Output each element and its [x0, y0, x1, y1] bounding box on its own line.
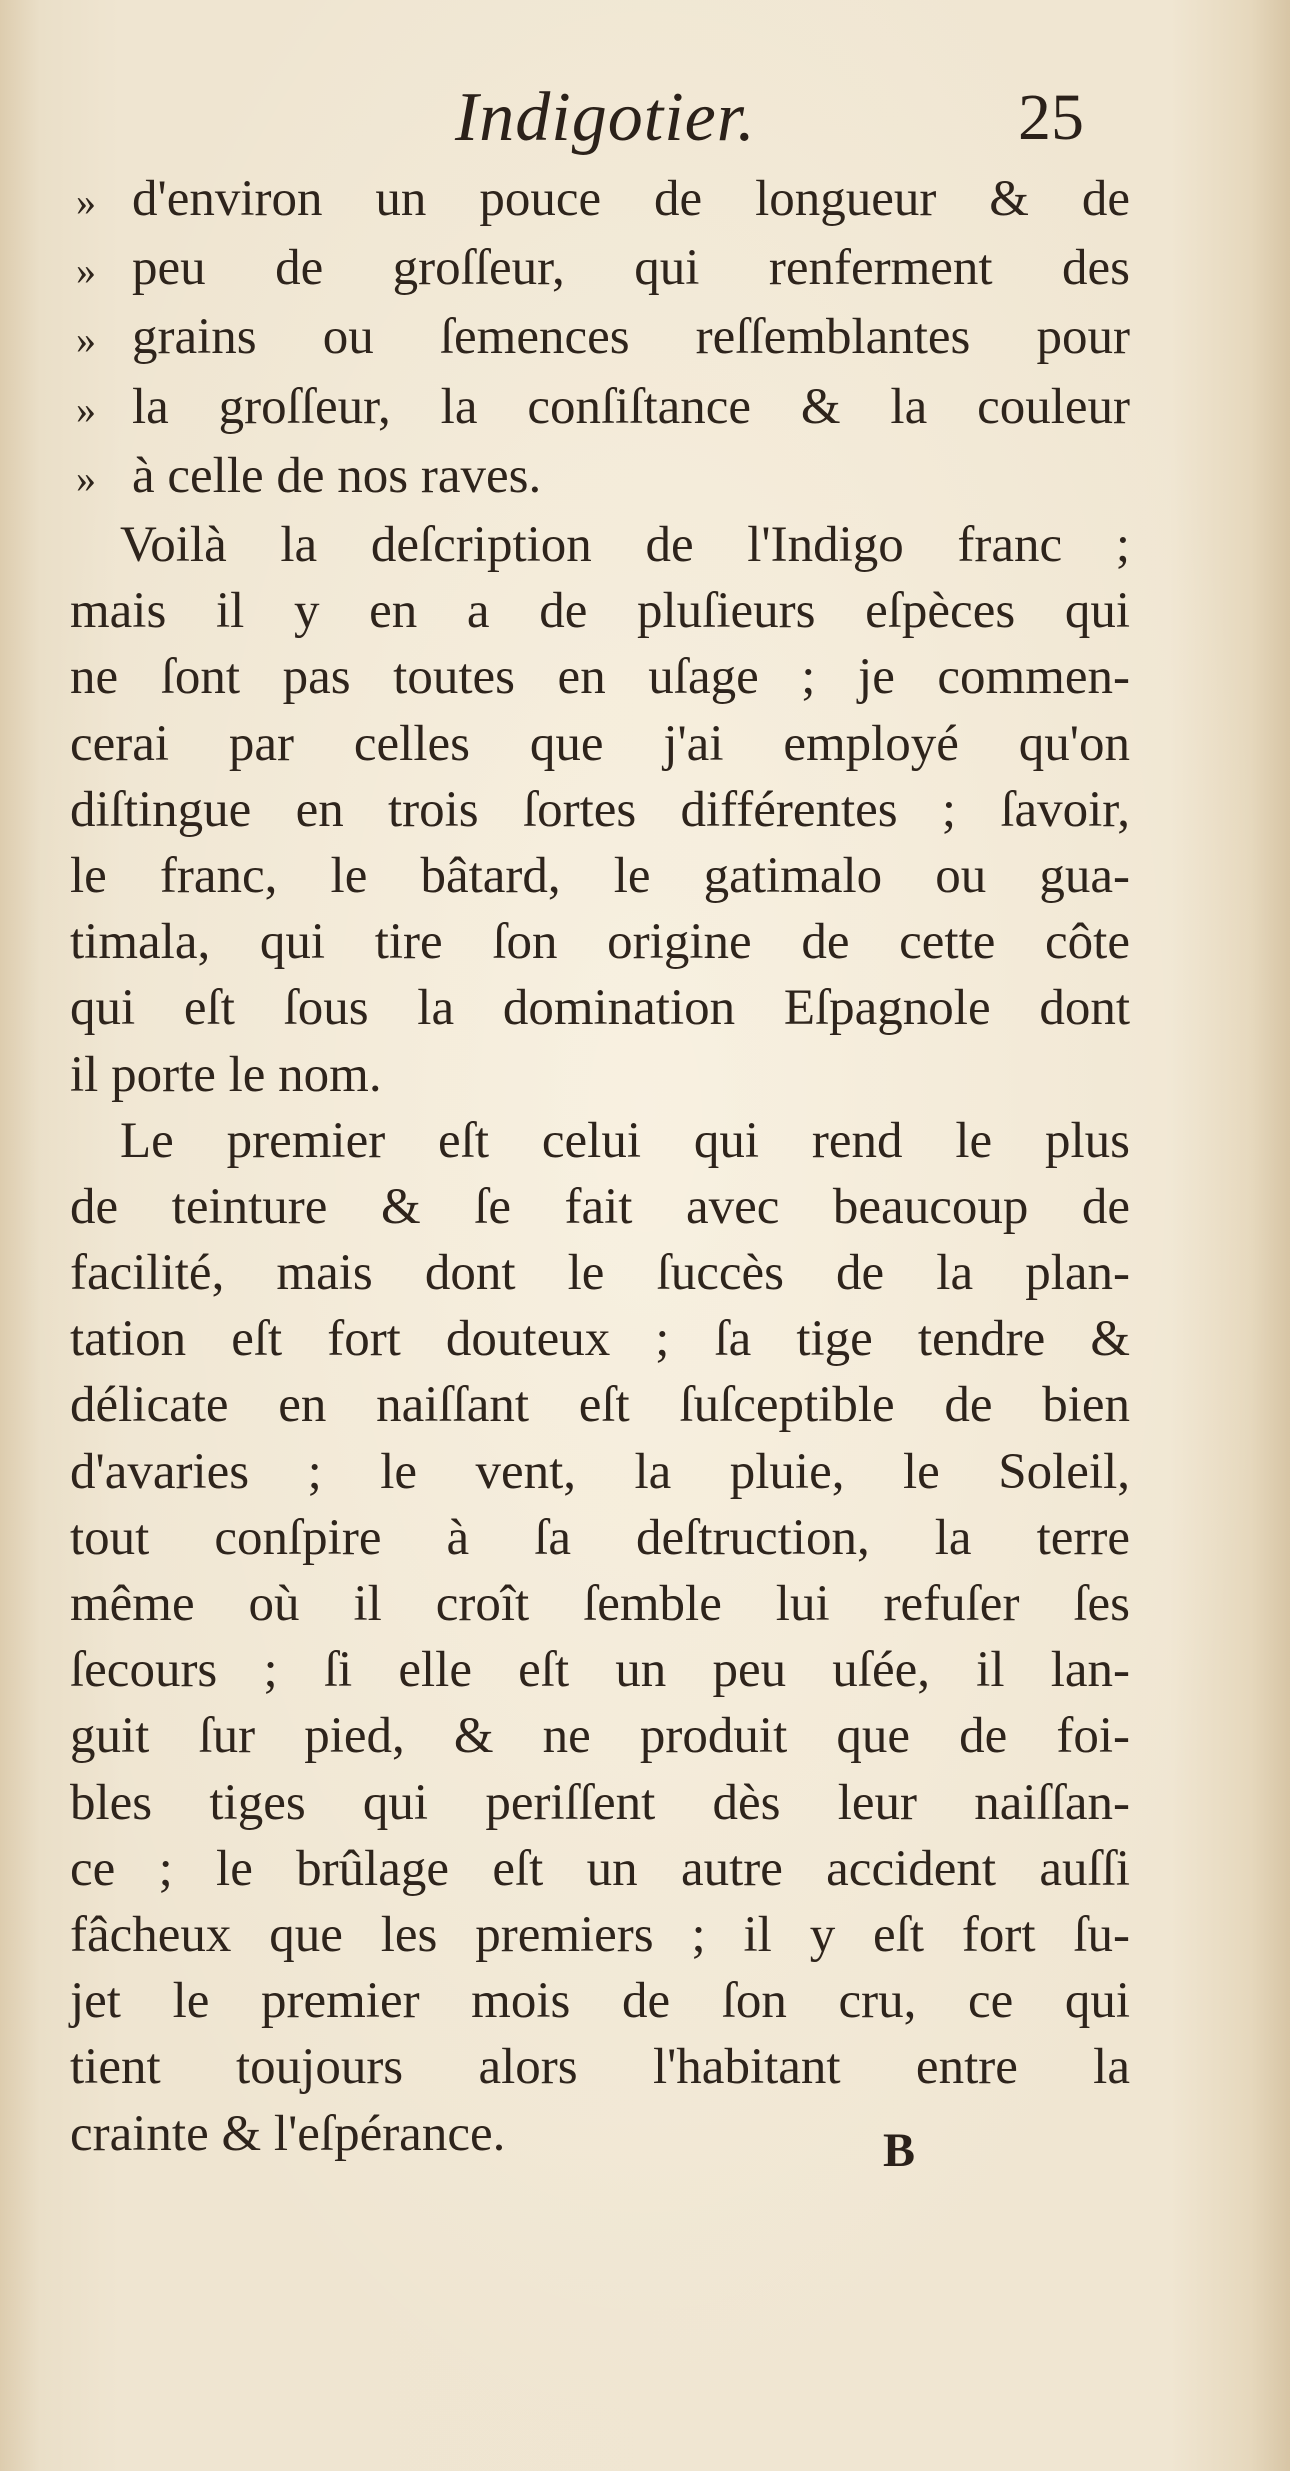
text-line: timala, qui tire ſon origine de cette côte [70, 914, 1130, 971]
paragraph-first-variety [70, 1108, 1130, 2167]
guillemet-mark: » [76, 386, 96, 432]
body-text [70, 166, 1130, 2167]
text-line: il porte le nom. [70, 1046, 382, 1103]
text-line: fâcheux que les premiers ; il y eſt fort ſu- [70, 1906, 1130, 1963]
text-line: jet le premier mois de ſon cru, ce qui [70, 1973, 1130, 2030]
text-line: le franc, le bâtard, le gatimalo ou gua- [70, 847, 1130, 904]
text-line: de teinture & ſe fait avec beaucoup de [70, 1178, 1130, 1235]
guillemet-mark: » [76, 317, 96, 363]
quote-line-text: peu de groſſeur, qui renferment des [132, 240, 1130, 297]
text-line: même où il croît ſemble lui refuſer ſes [70, 1576, 1130, 1633]
text-line: diſtingue en trois ſortes différentes ; ſavoir, [70, 781, 1130, 838]
guillemet-mark: » [76, 179, 96, 224]
signature-mark: B [883, 2124, 916, 2177]
text-line: tient toujours alors l'habitant entre la [70, 2039, 1130, 2096]
quote-line [70, 235, 1130, 304]
text-line: bles tiges qui periſſent dès leur naiſſan- [70, 1774, 1130, 1831]
page-number: 25 [1018, 81, 1084, 154]
text-line: tout conſpire à ſa deſtruction, la terre [70, 1509, 1130, 1566]
text-line: d'avaries ; le vent, la pluie, le Soleil, [70, 1443, 1130, 1500]
page-header [70, 68, 1130, 168]
text-line: ne ſont pas toutes en uſage ; je commen- [70, 649, 1130, 706]
text-line: Le premier eſt celui qui rend le plus [120, 1112, 1130, 1169]
text-line: tation eſt fort douteux ; ſa tige tendre & [70, 1311, 1130, 1368]
text-line: ce ; le brûlage eſt un autre accident auſſi [70, 1840, 1130, 1897]
text-line: délicate en naiſſant eſt ſuſceptible de bien [70, 1377, 1130, 1434]
quoted-passage [70, 166, 1130, 512]
quote-line-text: à celle de nos raves. [132, 447, 542, 504]
text-line: facilité, mais dont le ſuccès de la plan- [70, 1245, 1130, 1302]
text-line: mais il y en a de pluſieurs eſpèces qui [70, 583, 1130, 640]
quote-line [70, 374, 1130, 443]
paragraph-indigo-description [70, 512, 1130, 1108]
quote-line [70, 443, 1130, 512]
text-line: qui eſt ſous la domination Eſpagnole dont [70, 980, 1130, 1037]
text-line: guit ſur pied, & ne produit que de foi- [70, 1708, 1130, 1765]
quote-line [70, 304, 1130, 373]
text-line: ſecours ; ſi elle eſt un peu uſée, il lan- [70, 1642, 1130, 1699]
quote-line-text: d'environ un pouce de longueur & de [132, 171, 1130, 227]
guillemet-mark: » [76, 455, 96, 501]
running-title: Indigotier. [455, 79, 756, 156]
quote-line-text: la groſſeur, la conſiſtance & la couleur [132, 378, 1130, 435]
text-line: cerai par celles que j'ai employé qu'on [70, 715, 1130, 772]
quote-line-text: grains ou ſemences reſſemblantes pour [132, 309, 1130, 366]
quote-line [70, 166, 1130, 235]
text-line: crainte & l'eſpérance. [70, 2105, 506, 2162]
guillemet-mark: » [76, 248, 96, 294]
text-line: Voilà la deſcription de l'Indigo franc ; [120, 517, 1130, 574]
